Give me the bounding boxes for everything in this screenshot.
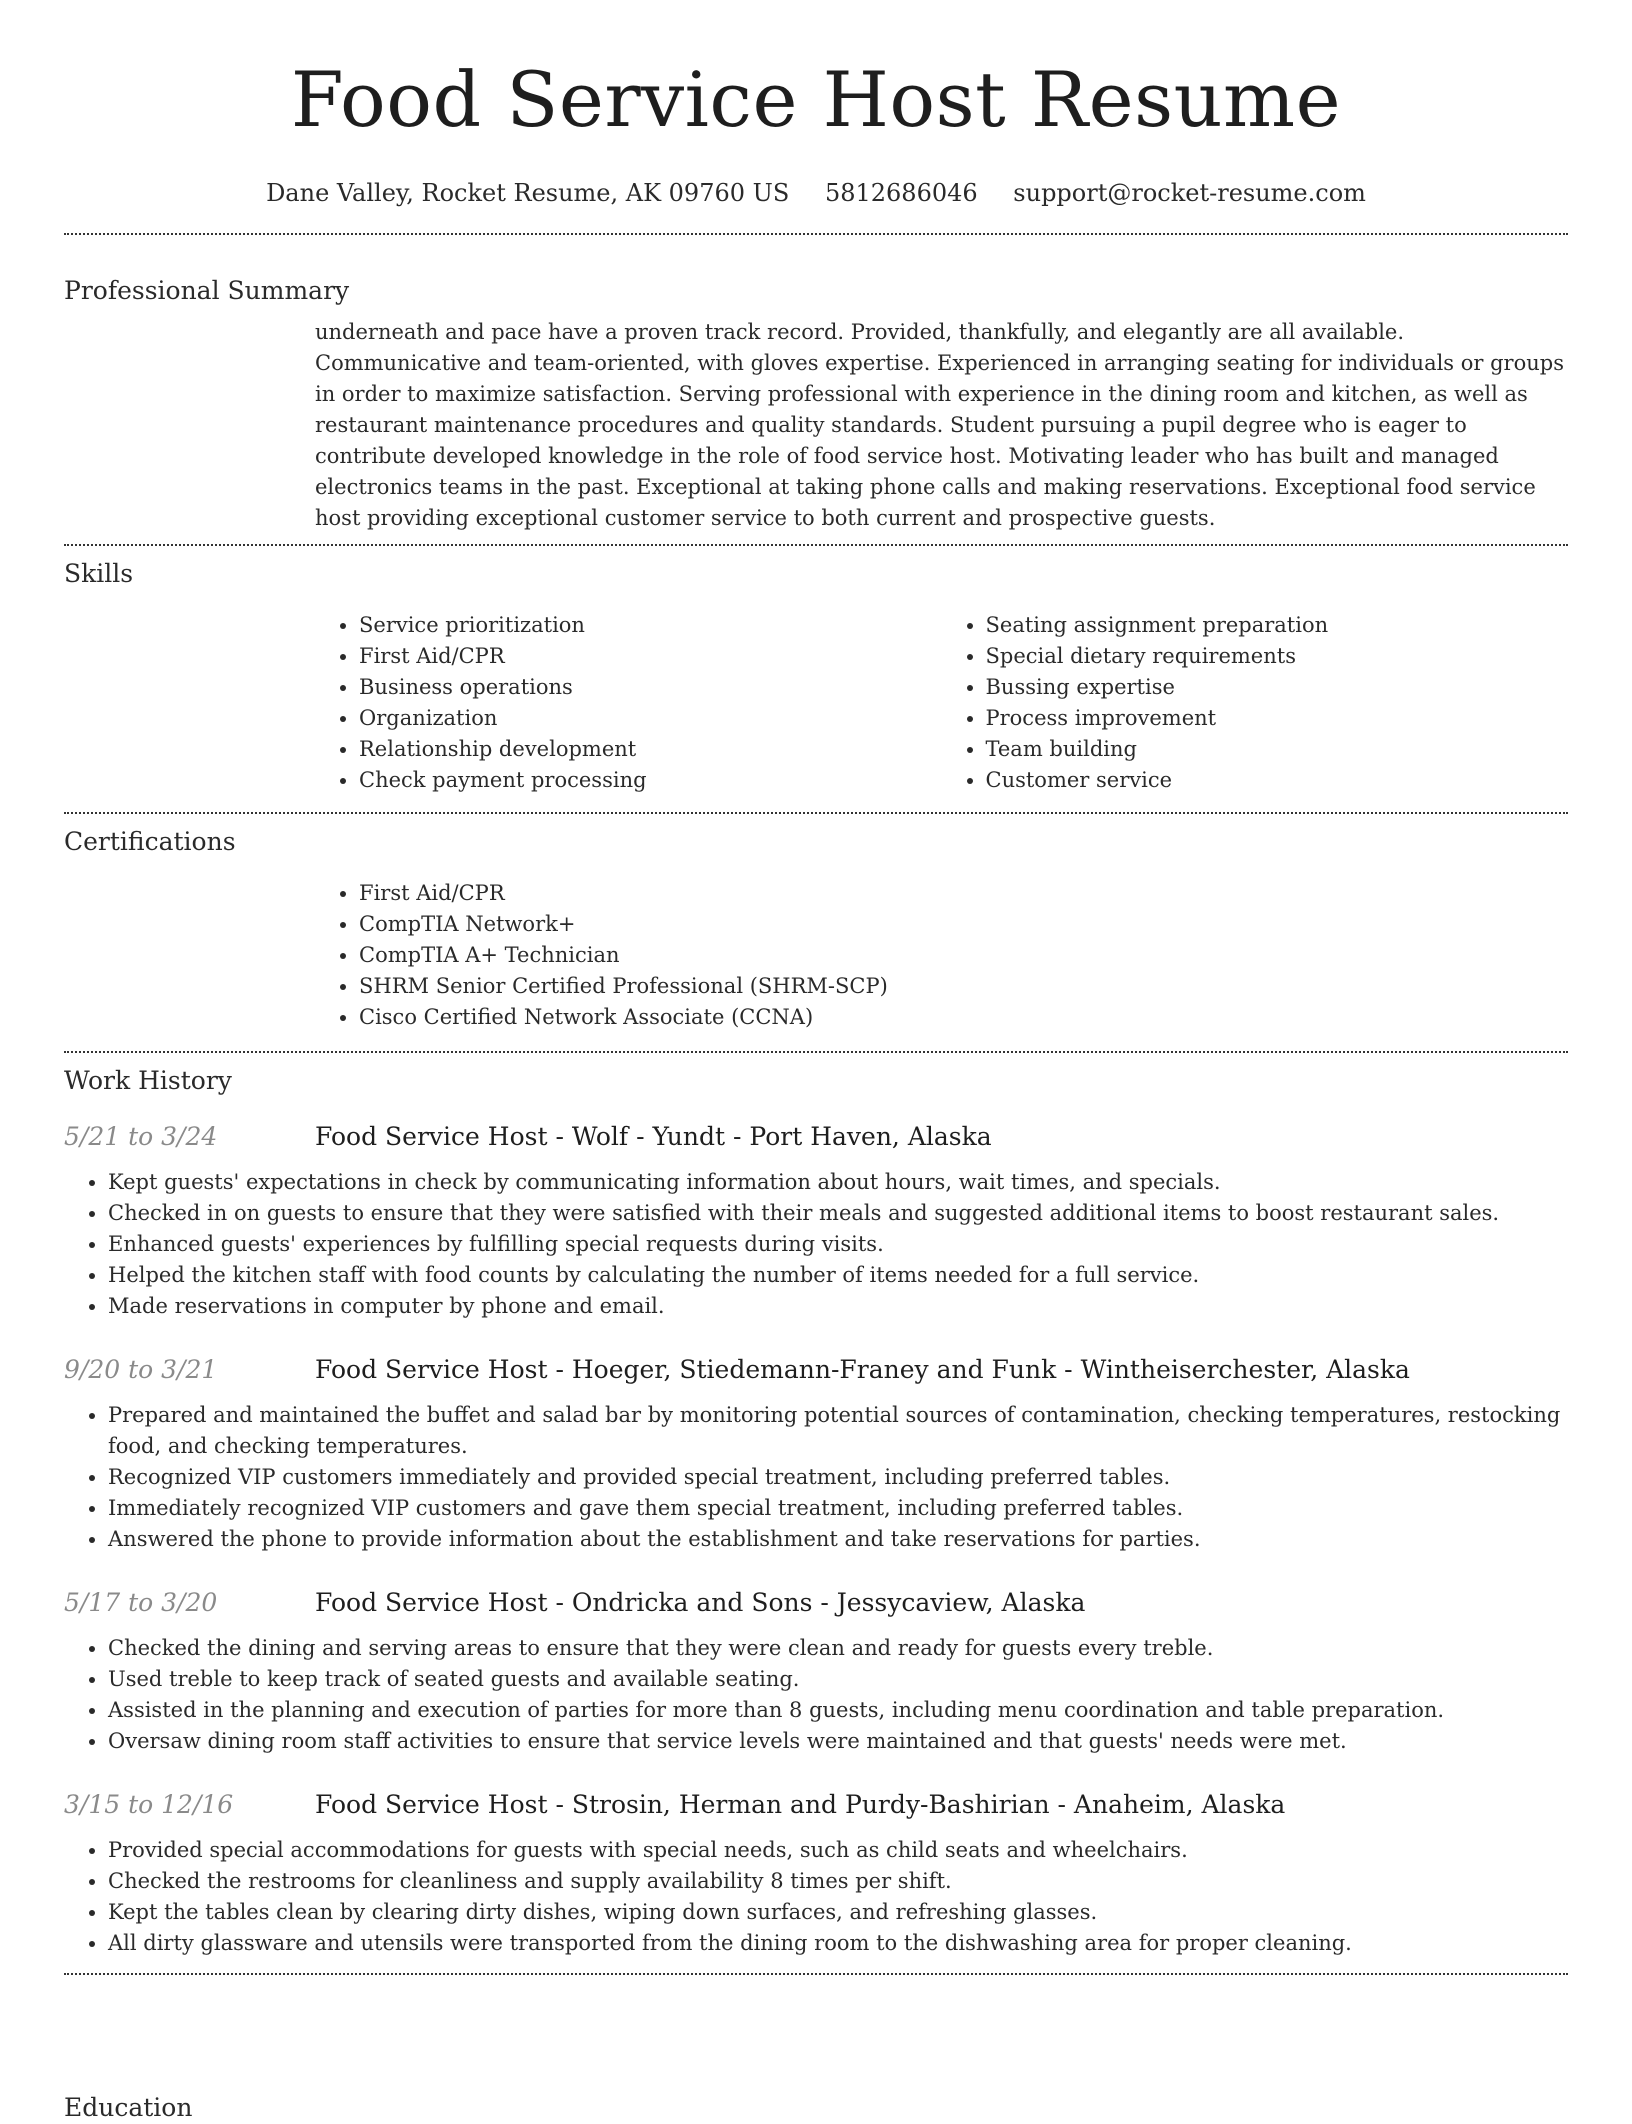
skills-list-right [942,610,1569,796]
job-entry [64,1789,1568,1959]
job-title: Food Service Host - Wolf - Yundt - Port Haven, Alaska [315,1122,992,1151]
job-bullet: • Enhanced guests' experiences by fulfilling special requests during visits. [108,1229,1568,1260]
certifications-body [315,878,1568,1033]
skill-item: • Special dietary requirements [986,641,1569,672]
job-bullets [64,1633,1568,1757]
skill-item: • Team building [986,734,1569,765]
job-bullet: • Checked the restrooms for cleanliness and supply availability 8 times per shift. [108,1866,1568,1897]
job-bullet: • Prepared and maintained the buffet and salad bar by monitoring potential sources of contamination, checking temperatures, restocking food, and checking temperatures. [108,1400,1568,1462]
skill-item: • Seating assignment preparation [986,610,1569,641]
divider [64,1973,1568,1975]
skill-item: • Bussing expertise [986,672,1569,703]
work-history-section [64,1065,1568,1959]
job-dates: 5/17 to 3/20 [64,1588,218,1617]
skills-heading: Skills [64,559,134,588]
job-bullet: • Made reservations in computer by phone and email. [108,1291,1568,1322]
skill-item: • Check payment processing [359,765,942,796]
job-bullet: • Used treble to keep track of seated guests and available seating. [108,1664,1568,1695]
job-header [64,1121,1568,1153]
job-bullets [64,1400,1568,1555]
contact-email: support@rocket-resume.com [1013,179,1366,207]
skill-item: • Customer service [986,765,1569,796]
job-bullet: • Checked the dining and serving areas to ensure that they were clean and ready for guests every treble. [108,1633,1568,1664]
job-entry [64,1354,1568,1555]
job-bullet: • Immediately recognized VIP customers and gave them special treatment, including preferred tables. [108,1493,1568,1524]
resume-page [64,0,1568,2112]
job-title: Food Service Host - Hoeger, Stiedemann-Franey and Funk - Wintheiserchester, Alaska [315,1355,1410,1384]
certifications-section [64,826,1568,1033]
certifications-list [315,878,1568,1033]
job-bullet: • Answered the phone to provide information about the establishment and take reservations for parties. [108,1524,1568,1555]
job-bullet: • Oversaw dining room staff activities to ensure that service levels were maintained and that guests' needs were met. [108,1726,1568,1757]
summary-text: underneath and pace have a proven track record. Provided, thankfully, and elegantly are all available. Communicative and team-oriented, with gloves expertise. Experienced in arranging seating for individuals or groups in order to maximize satisfaction. Serving professional with experience in the dining room and kitchen, as well as restaurant maintenance procedures and quality standards. Student pursuing a pupil degree who is eager to contribute developed knowledge in the role of food service host. Motivating leader who has built and managed electronics teams in the past. Exceptional at taking phone calls and making reservations. Exceptional food service host providing exceptional customer service to both current and prospective guests. [315,320,1564,530]
job-bullet: • Checked in on guests to ensure that they were satisfied with their meals and suggested additional items to boost restaurant sales. [108,1198,1568,1229]
job-header [64,1354,1568,1386]
job-bullet: • Kept guests' expectations in check by communicating information about hours, wait times, and specials. [108,1167,1568,1198]
skills-grid [315,610,1568,796]
certification-item: • Cisco Certified Network Associate (CCNA) [359,1002,1568,1033]
contact-address: Dane Valley, Rocket Resume, AK 09760 US [266,179,790,207]
certification-item: • First Aid/CPR [359,878,1568,909]
divider [64,812,1568,814]
certification-item: • CompTIA A+ Technician [359,940,1568,971]
job-header [64,1587,1568,1619]
contact-phone: 5812686046 [824,179,978,207]
job-bullet: • Recognized VIP customers immediately and provided special treatment, including preferred tables. [108,1462,1568,1493]
job-bullets [64,1835,1568,1959]
divider [64,544,1568,546]
job-bullet: • Helped the kitchen staff with food counts by calculating the number of items needed for a full service. [108,1260,1568,1291]
skill-item: • Organization [359,703,942,734]
certifications-heading: Certifications [64,827,236,856]
summary-section [64,275,1568,534]
resume-title: Food Service Host Resume [290,55,1342,144]
certification-item: • CompTIA Network+ [359,909,1568,940]
skills-section [64,558,1568,796]
divider [64,233,1568,235]
job-header [64,1789,1568,1821]
job-dates: 9/20 to 3/21 [64,1355,218,1384]
job-dates: 5/21 to 3/24 [64,1122,218,1151]
job-title: Food Service Host - Strosin, Herman and Purdy-Bashirian - Anaheim, Alaska [315,1790,1286,1819]
education-heading: Education [64,2093,193,2122]
job-entry [64,1587,1568,1757]
skill-item: • Service prioritization [359,610,942,641]
job-bullet: • Kept the tables clean by clearing dirty dishes, wiping down surfaces, and refreshing glasses. [108,1897,1568,1928]
divider [64,1051,1568,1053]
skill-item: • Relationship development [359,734,942,765]
job-entry [64,1121,1568,1322]
job-bullet: • Assisted in the planning and execution of parties for more than 8 guests, including menu coordination and table preparation. [108,1695,1568,1726]
summary-heading: Professional Summary [64,276,350,305]
skill-item: • Process improvement [986,703,1569,734]
skill-item: • Business operations [359,672,942,703]
job-bullets [64,1167,1568,1322]
job-dates: 3/15 to 12/16 [64,1790,234,1819]
certification-item: • SHRM Senior Certified Professional (SHRM-SCP) [359,971,1568,1002]
work-history-heading: Work History [64,1066,232,1095]
summary-body [315,317,1568,534]
job-bullet: • Provided special accommodations for guests with special needs, such as child seats and wheelchairs. [108,1835,1568,1866]
skill-item: • First Aid/CPR [359,641,942,672]
job-bullet: • All dirty glassware and utensils were transported from the dining room to the dishwashing area for proper cleaning. [108,1928,1568,1959]
contact-line [64,178,1568,208]
job-title: Food Service Host - Ondricka and Sons - Jessycaview, Alaska [315,1588,1086,1617]
skills-list-left [315,610,942,796]
